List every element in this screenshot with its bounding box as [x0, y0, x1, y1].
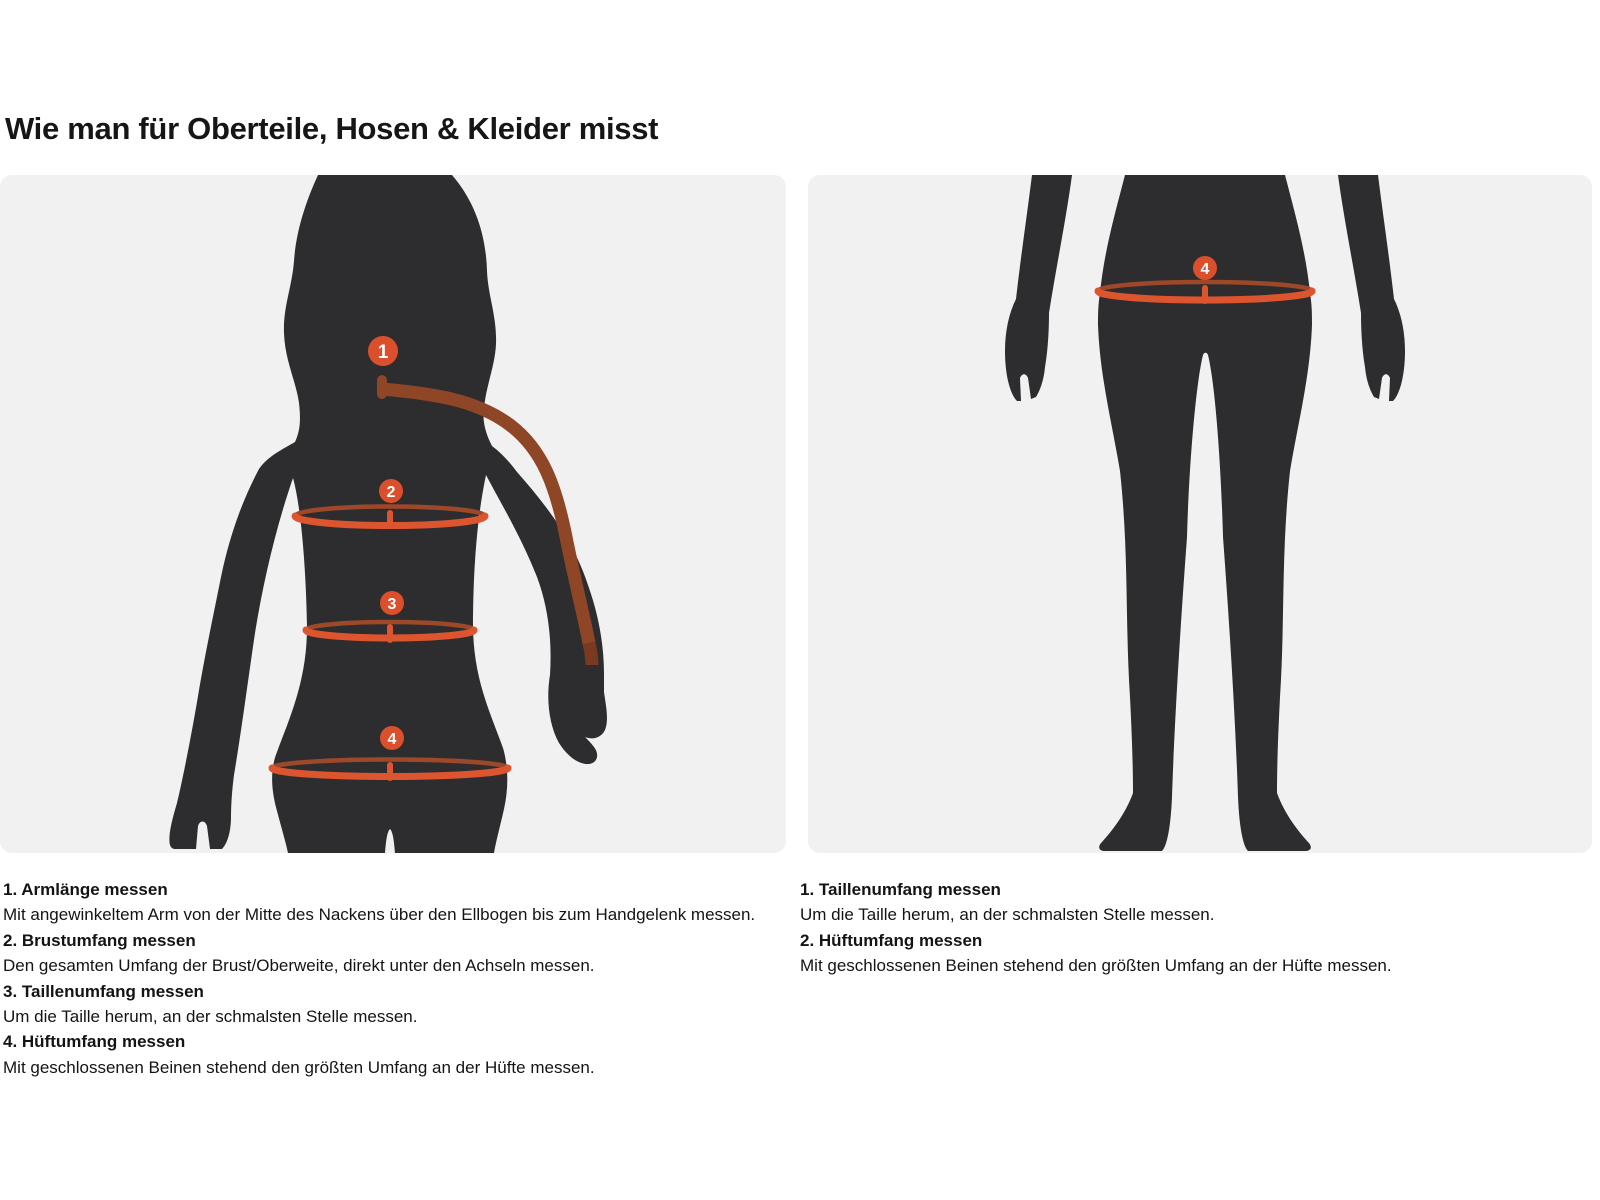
marker-3 — [380, 591, 404, 615]
instruction-body: Um die Taille herum, an der schmalsten Stelle messen. — [3, 1007, 418, 1027]
marker-3-number: 3 — [387, 596, 397, 613]
instruction-body: Um die Taille herum, an der schmalsten Stelle messen. — [800, 905, 1215, 925]
lower-body-instructions — [800, 877, 1560, 979]
page-title: Wie man für Oberteile, Hosen & Kleider misst — [5, 111, 659, 146]
upper-body-figure — [0, 175, 786, 853]
upper-body-instructions — [3, 877, 783, 1080]
instruction-heading: 1. Armlänge messen — [3, 880, 168, 899]
marker-4 — [380, 726, 404, 750]
waist-tape-buckle — [387, 624, 393, 643]
hip-tape-buckle — [387, 762, 393, 781]
instruction-heading: 2. Hüftumfang messen — [800, 930, 983, 950]
lower-body-figure — [808, 175, 1592, 853]
upper-body-illustration-panel — [0, 175, 786, 853]
marker-2-number: 2 — [386, 484, 396, 501]
marker-2 — [379, 479, 403, 503]
instruction-body: Mit angewinkeltem Arm von der Mitte des Nackens über den Ellbogen bis zum Handgelenk messen. — [3, 905, 756, 925]
instruction-body: Den gesamten Umfang der Brust/Oberweite, direkt unter den Achseln messen. — [3, 956, 595, 976]
instruction-heading: 2. Brustumfang messen — [3, 930, 196, 950]
lower-body-illustration-panel — [808, 175, 1592, 853]
marker-1 — [368, 336, 398, 366]
instruction-body: Mit geschlossenen Beinen stehend den größten Umfang an der Hüfte messen. — [800, 956, 1392, 976]
instruction-body: Mit geschlossenen Beinen stehend den größten Umfang an der Hüfte messen. — [3, 1057, 595, 1077]
instruction-heading: 3. Taillenumfang messen — [3, 981, 204, 1001]
left-hand-silhouette — [1005, 175, 1072, 401]
hip-tape-buckle — [1202, 285, 1208, 304]
marker-1-number: 1 — [377, 342, 389, 363]
instruction-heading: 1. Taillenumfang messen — [800, 880, 1001, 899]
marker-4-number: 4 — [1200, 261, 1210, 278]
instruction-heading: 4. Hüftumfang messen — [3, 1032, 186, 1052]
right-hand-silhouette — [1338, 175, 1405, 401]
marker-4 — [1193, 256, 1217, 280]
bust-tape-buckle — [387, 510, 393, 529]
arm-tape-end-cap — [589, 643, 592, 665]
marker-4-number: 4 — [387, 731, 397, 748]
